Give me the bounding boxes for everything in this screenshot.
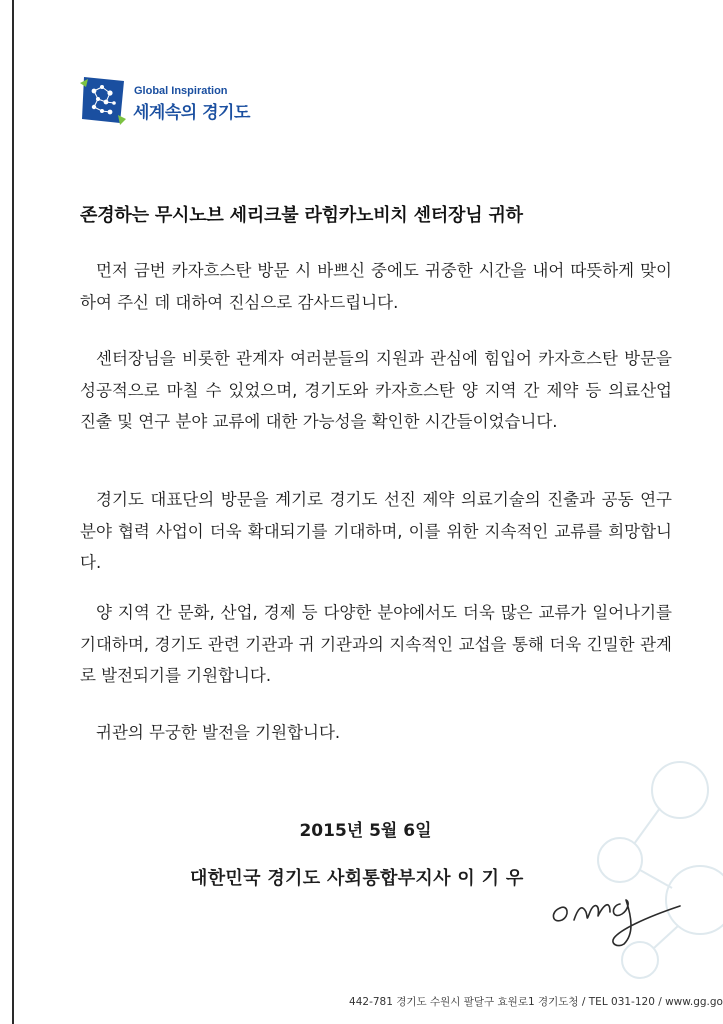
letter-salutation: 존경하는 무시노브 세리크불 라힘카노비치 센터장님 귀하 — [80, 205, 523, 226]
letter-paragraph-1: 먼저 금번 카자흐스탄 방문 시 바쁘신 중에도 귀중한 시간을 내어 따뜻하게 맞이하여 주신 데 대하여 진심으로 감사드립니다. — [80, 261, 672, 312]
letter-paragraph-5: 귀관의 무궁한 발전을 기원합니다. — [96, 723, 341, 742]
background-watermark-decoration — [560, 750, 723, 990]
logo-name: 세계속의 경기도 — [133, 103, 250, 123]
handwritten-signature — [548, 878, 688, 948]
page-left-edge — [12, 0, 14, 1024]
letter-paragraph-3: 경기도 대표단의 방문을 계기로 경기도 선진 제약 의료기술의 진출과 공동 연구 분야 협력 사업이 더욱 확대되기를 기대하며, 이를 위한 지속적인 교류를 희망합니다. — [80, 490, 672, 572]
gyeonggi-emblem-icon — [80, 75, 126, 125]
logo-tagline: Global Inspiration — [134, 85, 228, 97]
letter-paragraph-4: 양 지역 간 문화, 산업, 경제 등 다양한 분야에서도 더욱 많은 교류가 일어나기를 기대하며, 경기도 관련 기관과 귀 기관과의 지속적인 교섭을 통해 더욱 긴밀한 관계로 발전되기를 기원합니다. — [80, 603, 672, 685]
gyeonggi-logo — [80, 75, 280, 127]
footer-address: 442-781 경기도 수원시 팔달구 효원로1 경기도청 / TEL 031-120 / www.gg.go — [349, 996, 723, 1008]
letter-date: 2015년 5월 6일 — [299, 821, 432, 841]
letter-paragraph-2: 센터장님을 비롯한 관계자 여러분들의 지원과 관심에 힘입어 카자흐스탄 방문을 성공적으로 마칠 수 있었으며, 경기도와 카자흐스탄 양 지역 간 제약 등 의료산업 진출 및 연구 분야 교류에 대한 가능성을 확인한 시간들이었습니다. — [80, 349, 672, 431]
letter-signer: 대한민국 경기도 사회통합부지사 이 기 우 — [190, 868, 524, 889]
